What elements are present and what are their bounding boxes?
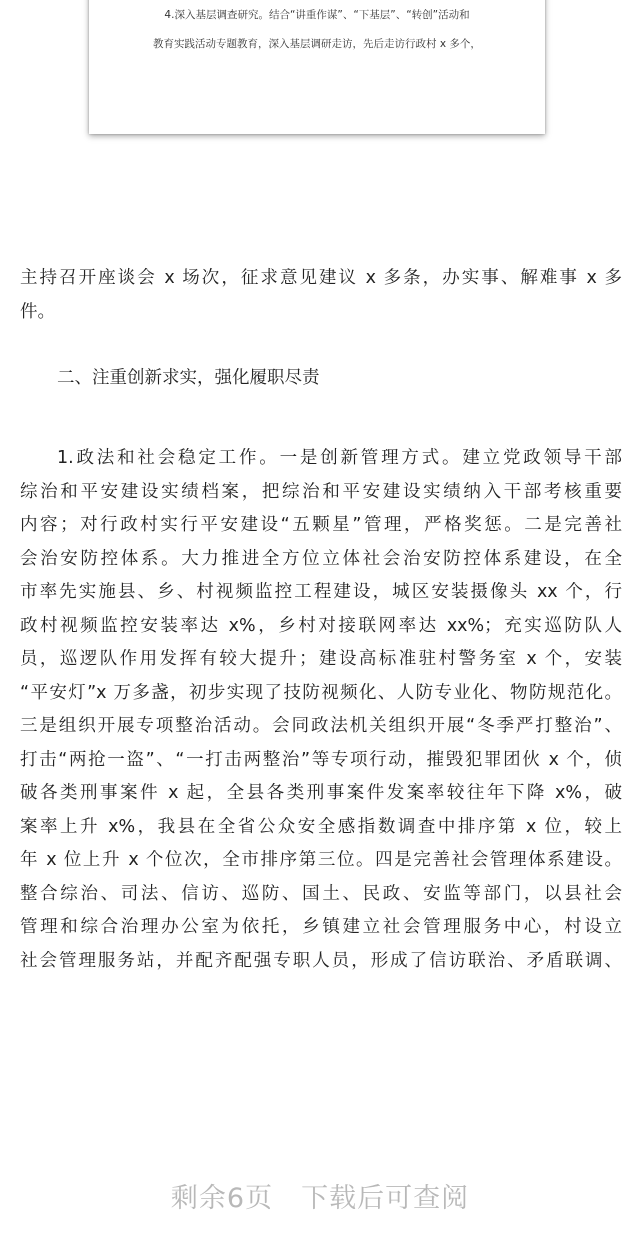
text-line: 年 x 位上升 x 个位次，全市排序第三位。四是完善社会管理体系建设。	[20, 850, 622, 870]
text-line: 整合综治、司法、信访、巡防、国土、民政、安监等部门，以县社会	[20, 883, 622, 904]
remaining-pages-banner[interactable]	[0, 1168, 640, 1257]
text-line: 1.政法和社会稳定工作。一是创新管理方式。建立党政领导干部	[57, 448, 622, 468]
text-line: 市率先实施县、乡、村视频监控工程建设，城区安装摄像头 xx 个，行	[20, 582, 622, 602]
section-heading: 二、注重创新求实，强化履职尽责	[57, 368, 320, 388]
preview-line-1: 4.深入基层调查研究。结合“讲重作谋”、“下基层”、“转创”活动和	[164, 9, 470, 21]
text-line: 综治和平安建设实绩档案，把综治和平安建设实绩纳入干部考核重要	[20, 481, 622, 502]
text-line: 社会管理服务站，并配齐配强专职人员，形成了信访联治、矛盾联调、	[20, 950, 622, 971]
text-line: 三是组织开展专项整治活动。会同政法机关组织开展“冬季严打整治”、	[20, 716, 622, 736]
text-line: 内容；对行政村实行平安建设“五颗星”管理，严格奖惩。二是完善社	[20, 515, 622, 535]
paragraph-political-legal-work	[20, 442, 622, 978]
text-line: “平安灯”x 万多盏，初步实现了技防视频化、人防专业化、物防规范化。	[20, 682, 622, 703]
text-line: 员，巡逻队作用发挥有较大提升；建设高标准驻村警务室 x 个，安装	[20, 649, 622, 669]
previous-page-preview	[89, 0, 545, 134]
paragraph-continuation	[20, 262, 622, 329]
text-line: 主持召开座谈会 x 场次，征求意见建议 x 多条，办实事、解难事 x 多	[20, 268, 622, 288]
text-line: 破各类刑事案件 x 起，全县各类刑事案件发案率较往年下降 x%，破	[20, 783, 622, 803]
text-line: 政村视频监控安装率达 x%，乡村对接联网率达 xx%；充实巡防队人	[20, 615, 622, 636]
text-line: 打击“两抢一盗”、“一打击两整治”等专项行动，摧毁犯罪团伙 x 个，侦	[20, 749, 622, 770]
text-line: 管理和综合治理办公室为依托，乡镇建立社会管理服务中心，村设立	[20, 917, 622, 937]
text-line: 件。	[20, 301, 55, 322]
download-to-read-more-link[interactable]: 剩余6页 下载后可查阅	[170, 1183, 470, 1214]
preview-line-2: 教育实践活动专题教育，深入基层调研走访，先后走访行政村 x 多个，	[153, 38, 481, 50]
text-line: 案率上升 x%，我县在全省公众安全感指数调查中排序第 x 位，较上	[20, 816, 622, 837]
text-line: 会治安防控体系。大力推进全方位立体社会治安防控体系建设，在全	[20, 548, 622, 569]
